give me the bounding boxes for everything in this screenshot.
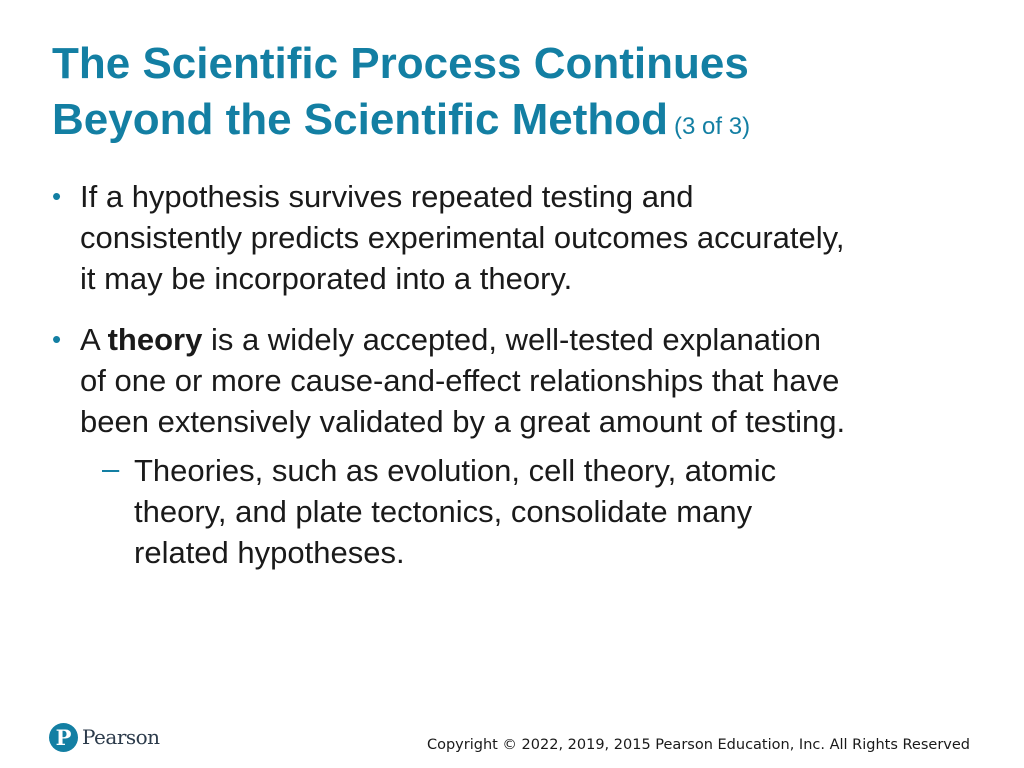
bullet-text: If a hypothesis survives repeated testing and consistently predicts experimental outcomes accurately, it may be incorporated into a theory. (80, 179, 845, 296)
bullet-dot-icon: • (52, 324, 62, 354)
bullet-dot-icon: • (52, 181, 62, 211)
slide-title (52, 36, 952, 155)
sub-bullet-text: Theories, such as evolution, cell theory, atomic theory, and plate tectonics, consolidate many related hypotheses. (134, 453, 777, 570)
sub-bullet-item (52, 450, 852, 573)
bullet-item (52, 176, 852, 299)
title-line-1: The Scientific Process Continues (52, 39, 749, 88)
bullet-text-prefix: A (80, 322, 108, 357)
bullet-item (52, 319, 852, 442)
slide-content (52, 176, 852, 573)
dash-icon: – (102, 451, 120, 486)
key-term: theory (107, 322, 203, 357)
copyright-notice: Copyright © 2022, 2019, 2015 Pearson Education, Inc. All Rights Reserved (426, 737, 970, 753)
title-line-2 (52, 92, 952, 155)
pearson-logo-icon: P (49, 723, 78, 752)
pearson-logo (49, 720, 160, 754)
title-line-2-text: Beyond the Scientific Method (52, 95, 669, 144)
pearson-wordmark: Pearson (82, 725, 160, 749)
bullet-text-rest: is a widely accepted, well-tested explanation of one or more cause-and-effect relationships that have been extensively validated by a great amount of testing. (80, 322, 846, 439)
title-part-indicator: (3 of 3) (674, 113, 751, 140)
